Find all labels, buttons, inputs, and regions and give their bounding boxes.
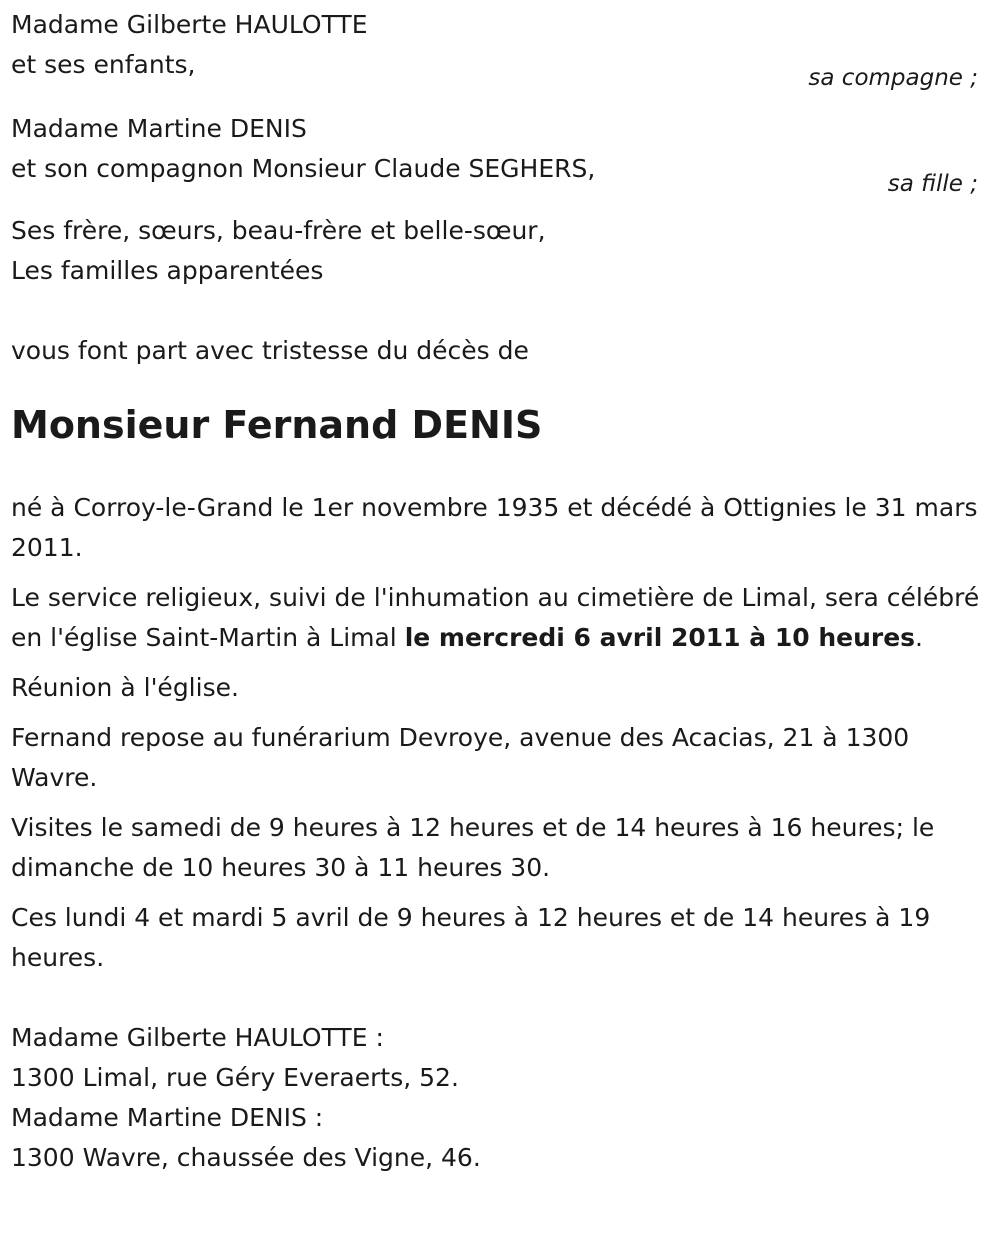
family-line: et son compagnon Monsieur Claude SEGHERS,	[11, 154, 596, 183]
contact-name: Madame Martine DENIS :	[11, 1103, 324, 1132]
family-line: Madame Martine DENIS	[11, 114, 307, 143]
family-line: et ses enfants,	[11, 50, 196, 79]
deceased-name: Monsieur Fernand DENIS	[11, 403, 543, 447]
birth-death-text: né à Corroy-le-Grand le 1er novembre 1935 et décédé à Ottignies le 31 mars 2011.	[11, 493, 978, 562]
service-text: Le service religieux, suivi de l'inhumation au cimetière de Limal, sera célébré en l'église Saint-Martin à Limal	[11, 583, 980, 652]
family-group-partner	[11, 5, 989, 109]
contact-address: 1300 Limal, rue Géry Everaerts, 52.	[11, 1063, 459, 1092]
family-line: Les familles apparentées	[11, 256, 324, 285]
meeting-text: Réunion à l'église.	[11, 673, 239, 702]
family-group-siblings	[11, 211, 989, 291]
contact-addresses	[11, 1018, 989, 1178]
visits-text: Visites le samedi de 9 heures à 12 heures et de 14 heures à 16 heures; le dimanche de 10 heures 30 à 11 heures 30.	[11, 813, 935, 882]
family-group-daughter	[11, 109, 989, 211]
relation-label: sa fille ;	[887, 171, 978, 197]
contact-name: Madame Gilberte HAULOTTE :	[11, 1023, 384, 1052]
family-line: Ses frère, sœurs, beau-frère et belle-sœur,	[11, 216, 546, 245]
contact-address: 1300 Wavre, chaussée des Vigne, 46.	[11, 1143, 481, 1172]
service-end: .	[915, 623, 923, 652]
relation-label: sa compagne ;	[808, 65, 978, 91]
repose-text: Fernand repose au funérarium Devroye, avenue des Acacias, 21 à 1300 Wavre.	[11, 723, 910, 792]
service-paragraph	[11, 578, 989, 658]
family-line: Madame Gilberte HAULOTTE	[11, 10, 368, 39]
service-date: le mercredi 6 avril 2011 à 10 heures	[404, 623, 916, 652]
announcement-text: vous font part avec tristesse du décès de	[11, 336, 529, 365]
visits-extra-text: Ces lundi 4 et mardi 5 avril de 9 heures à 12 heures et de 14 heures à 19 heures.	[11, 903, 931, 972]
